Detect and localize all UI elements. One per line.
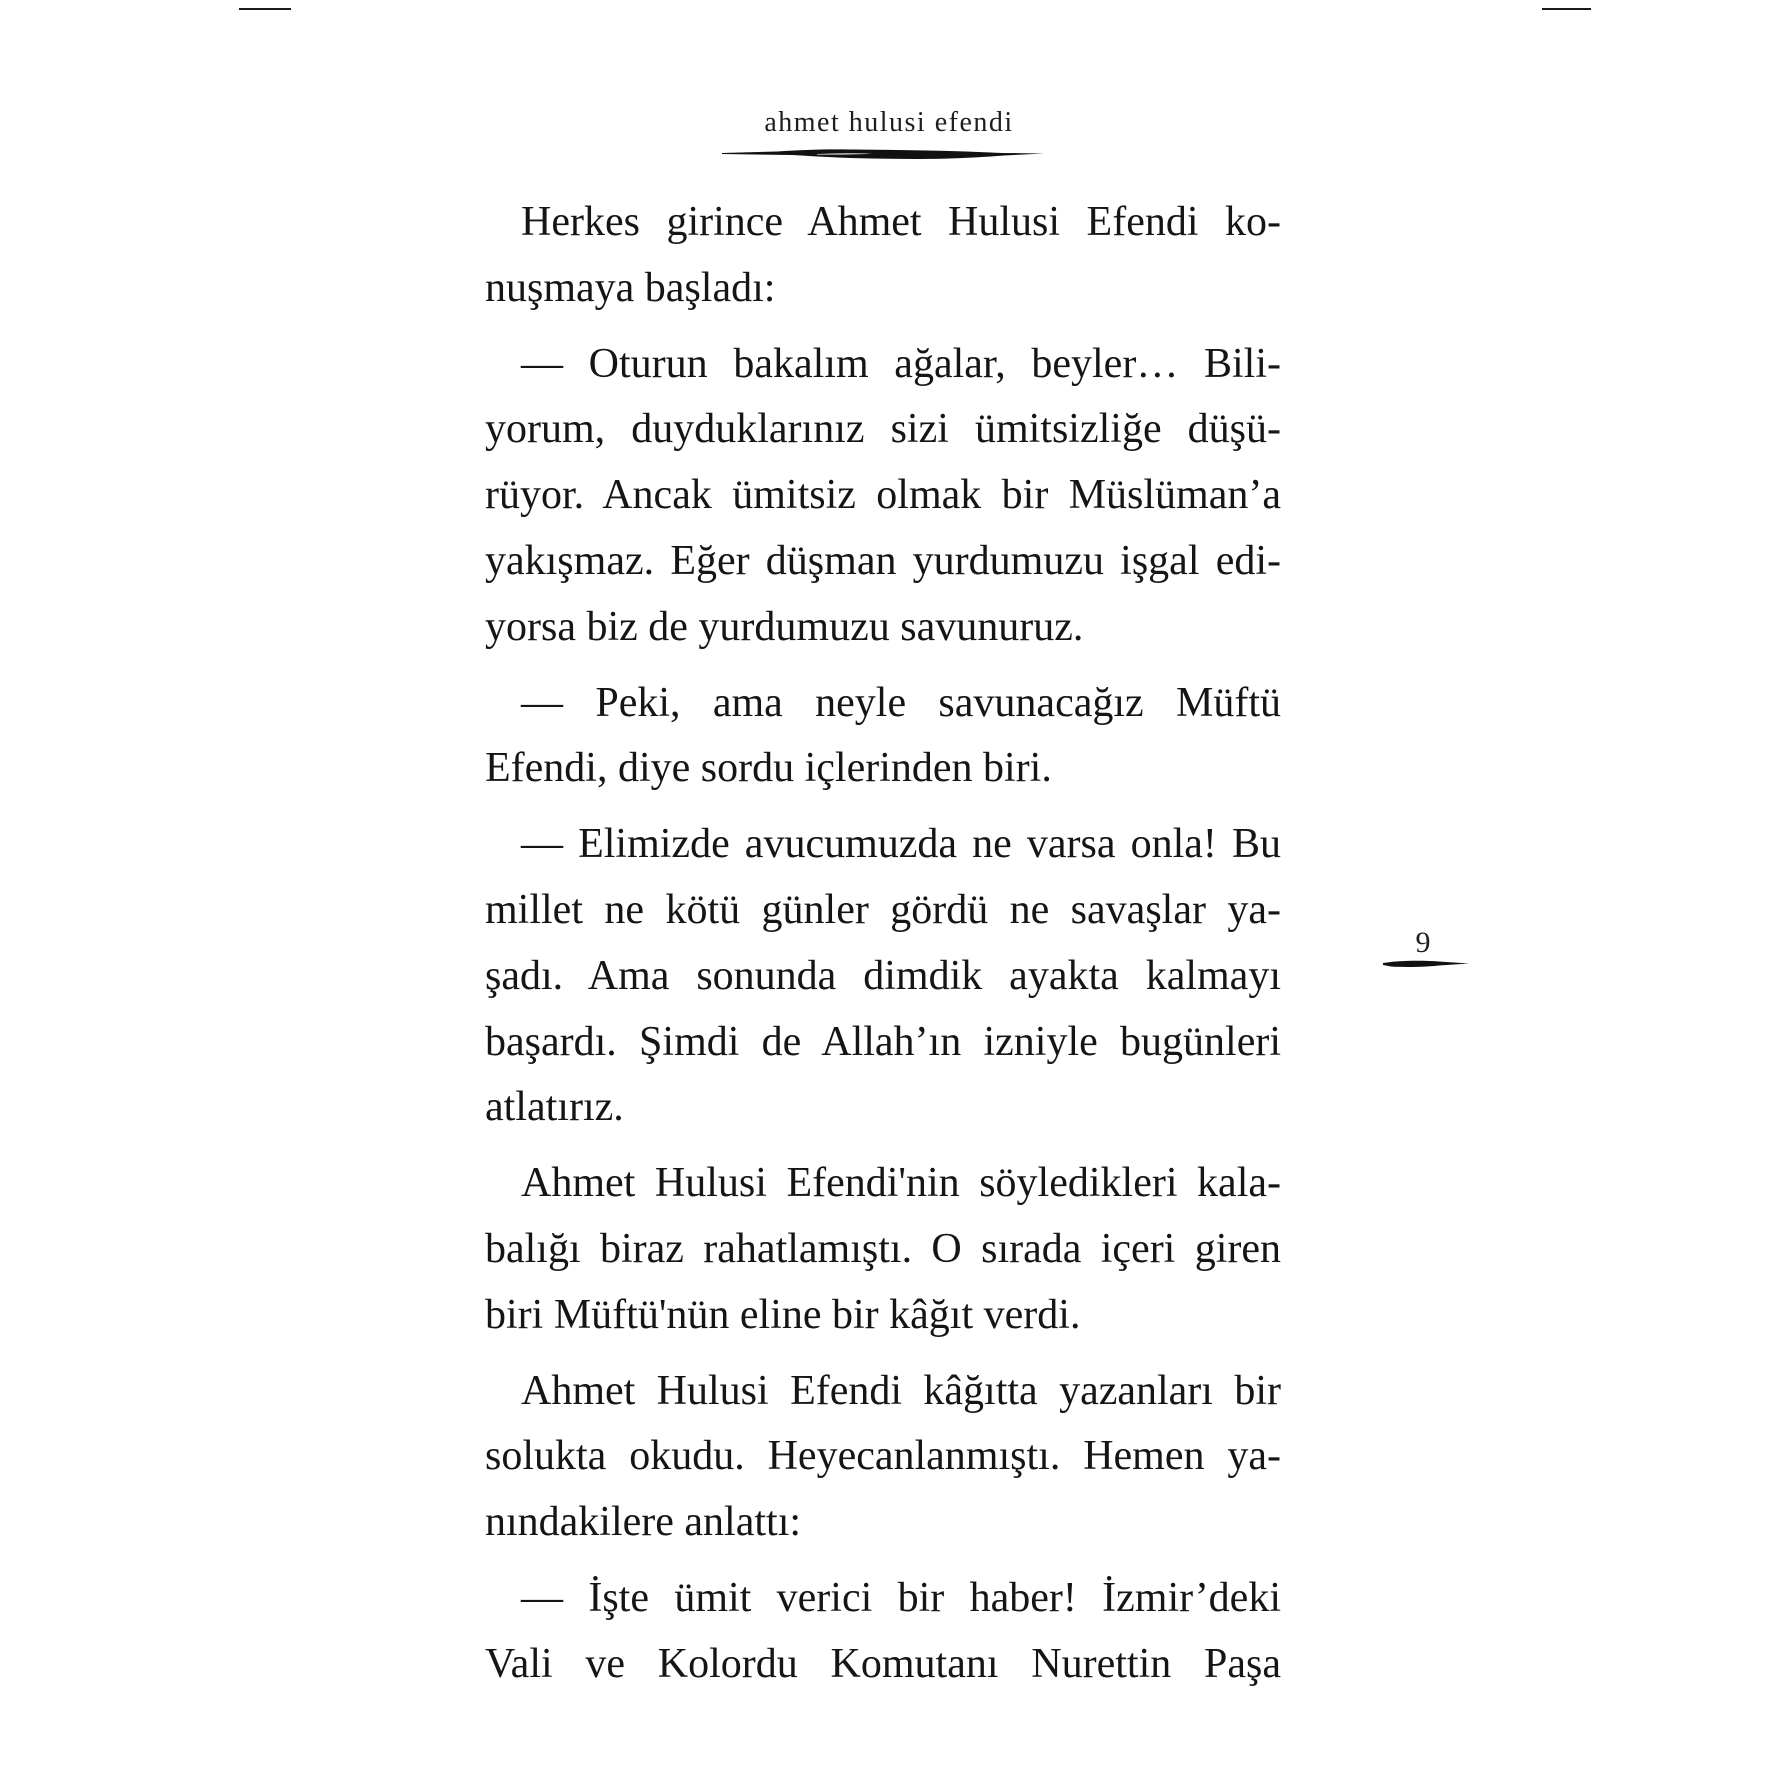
text-line: nındakilere anlattı: <box>485 1499 802 1546</box>
text-line: yorum, duyduklarınız sizi ümitsizliğe düşü- <box>485 406 1281 453</box>
text-line: atlatırız. <box>485 1084 624 1131</box>
text-line: — Oturun bakalım ağalar, beyler… Bili- <box>521 340 1281 387</box>
text-line: Ahmet Hulusi Efendi'nin söyledikleri kala- <box>521 1160 1281 1207</box>
page-number-brush-stroke <box>1383 958 1469 970</box>
text-line: rüyor. Ancak ümitsiz olmak bir Müslüman’a <box>485 472 1281 519</box>
text-line: — Elimizde avucumuzda ne varsa onla! Bu <box>521 821 1281 868</box>
paragraph <box>485 332 1281 661</box>
text-line: biri Müftü'nün eline bir kâğıt verdi. <box>485 1291 1081 1338</box>
crop-mark-top-right <box>1542 8 1591 10</box>
text-line: balığı biraz rahatlamıştı. O sırada içeri giren <box>485 1225 1281 1272</box>
text-line: nuşmaya başladı: <box>485 264 776 311</box>
text-line: yorsa biz de yurdumuzu savunuruz. <box>485 603 1084 650</box>
paragraph <box>485 190 1281 322</box>
text-line: başardı. Şimdi de Allah’ın izniyle bugünleri <box>485 1018 1281 1065</box>
paragraph <box>485 1566 1281 1698</box>
text-line: solukta okudu. Heyecanlanmıştı. Hemen ya- <box>485 1433 1281 1480</box>
paragraph <box>485 1359 1281 1556</box>
body-text <box>485 190 1281 1698</box>
paragraph <box>485 1151 1281 1348</box>
paragraph <box>485 671 1281 803</box>
text-line: yakışmaz. Eğer düşman yurdumuzu işgal edi- <box>485 537 1281 584</box>
header-brush-stroke-shape <box>722 149 1044 159</box>
text-line: — Peki, ama neyle savunacağız Müftü <box>521 679 1281 726</box>
header-brush-stroke <box>722 146 1044 162</box>
page-number-brush-stroke-shape <box>1383 961 1469 967</box>
text-line: Vali ve Kolordu Komutanı Nurettin Paşa <box>485 1640 1281 1687</box>
running-head: ahmet hulusi efendi <box>764 107 1014 138</box>
text-line: Herkes girince Ahmet Hulusi Efendi ko- <box>521 199 1281 245</box>
crop-mark-top-left <box>239 8 291 10</box>
text-line: Ahmet Hulusi Efendi kâğıtta yazanları bir <box>521 1367 1281 1414</box>
paragraph <box>485 812 1281 1141</box>
text-line: şadı. Ama sonunda dimdik ayakta kalmayı <box>485 952 1281 999</box>
text-line: Efendi, diye sordu içlerinden biri. <box>485 745 1052 792</box>
page-number: 9 <box>1415 926 1431 959</box>
text-line: millet ne kötü günler gördü ne savaşlar ya- <box>485 886 1281 933</box>
text-line: — İşte ümit verici bir haber! İzmir’deki <box>521 1574 1281 1621</box>
